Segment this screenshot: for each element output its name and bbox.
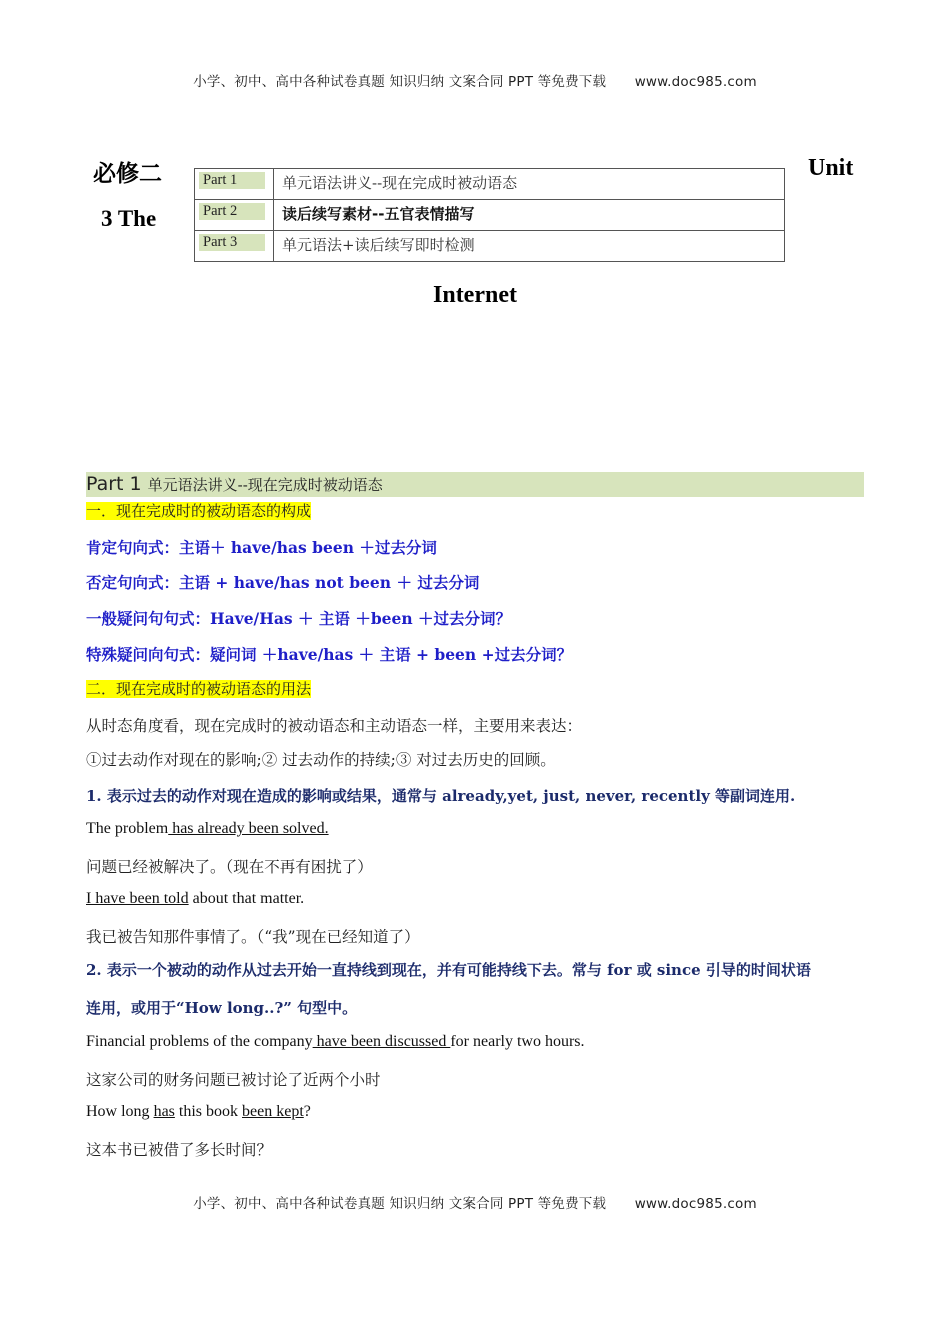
watermark-text: 小学、初中、高中各种试卷真题 知识归纳 文案合同 PPT 等免费下载 bbox=[193, 1196, 607, 1212]
underlined-verb: has bbox=[153, 1103, 175, 1120]
toc-part-label: Part 2 bbox=[199, 203, 265, 220]
usage-intro: 从时态角度看，现在完成时的被动语态和主动语态一样，主要用来表达： bbox=[86, 717, 583, 735]
part-banner bbox=[86, 472, 864, 497]
usage-rule-2-line2: 连用，或用于“How long..?” 句型中。 bbox=[86, 999, 358, 1017]
usage-rule-2-line1: 2. 表示一个被动的动作从过去开始一直持线到现在，并有可能持线下去。常与 for 或 since 引导的时间状语 bbox=[86, 961, 811, 979]
watermark-text: 小学、初中、高中各种试卷真题 知识归纳 文案合同 PPT 等免费下载 bbox=[193, 74, 607, 90]
example-1: The problem has already been solved. bbox=[86, 820, 329, 837]
toc-part-desc: 单元语法讲义--现在完成时被动语态 bbox=[282, 174, 518, 192]
example-3: Financial problems of the company have been discussed for nearly two hours. bbox=[86, 1033, 585, 1050]
structure-wh-question: 特殊疑问向句式：疑问词 ＋have/has ＋ 主语 + been +过去分词？ bbox=[86, 645, 573, 664]
toc-part-label: Part 3 bbox=[199, 234, 265, 251]
contents-table bbox=[194, 168, 785, 262]
watermark-site[interactable]: www.doc985.com bbox=[634, 74, 757, 90]
title-unit-label: Unit bbox=[808, 155, 854, 181]
title-internet: Internet bbox=[433, 282, 517, 308]
example-2-translation: 我已被告知那件事情了。（“我”现在已经知道了） bbox=[86, 928, 420, 946]
watermark-site[interactable]: www.doc985.com bbox=[634, 1196, 757, 1212]
banner-title: 单元语法讲义--现在完成时被动语态 bbox=[147, 476, 383, 494]
structure-yes-no-question: 一般疑问句句式：Have/Has ＋ 主语 ＋been ＋过去分词？ bbox=[86, 609, 512, 628]
underlined-verb: has already been solved. bbox=[168, 820, 329, 837]
usage-points: ①过去动作对现在的影响;② 过去动作的持续;③ 对过去历史的回顾。 bbox=[86, 751, 556, 769]
example-2: I have been told about that matter. bbox=[86, 890, 305, 907]
example-3-translation: 这家公司的财务问题已被讨论了近两个小时 bbox=[86, 1071, 381, 1089]
underlined-verb: have been discussed bbox=[312, 1033, 451, 1050]
toc-row bbox=[195, 231, 785, 262]
toc-part-desc: 读后续写素材--五官表情描写 bbox=[282, 205, 475, 223]
toc-part-desc: 单元语法+读后续写即时检测 bbox=[282, 236, 475, 254]
underlined-verb: been kept bbox=[242, 1103, 304, 1120]
example-4: How long has this book been kept? bbox=[86, 1103, 311, 1120]
structure-negative: 否定句向式：主语 + have/has not been ＋ 过去分词 bbox=[86, 573, 480, 592]
example-4-translation: 这本书已被借了多长时间？ bbox=[86, 1141, 273, 1159]
part1-section bbox=[86, 472, 864, 1159]
toc-part-label: Part 1 bbox=[199, 172, 265, 189]
header-watermark bbox=[0, 70, 950, 90]
heading-usage: 二．现在完成时的被动语态的用法 bbox=[86, 680, 312, 698]
toc-row bbox=[195, 169, 785, 200]
toc-row bbox=[195, 200, 785, 231]
footer-watermark bbox=[0, 1192, 950, 1212]
example-1-translation: 问题已经被解决了。（现在不再有困扰了） bbox=[86, 858, 373, 876]
usage-rule-1: 1. 表示过去的动作对现在造成的影响或结果，通常与 already,yet, just, never, recently 等副词连用. bbox=[86, 787, 796, 805]
underlined-verb: I have been told bbox=[86, 890, 189, 907]
title-unit-number: 3 The bbox=[101, 206, 157, 231]
heading-structure: 一．现在完成时的被动语态的构成 bbox=[86, 502, 312, 520]
banner-part-number: Part 1 bbox=[86, 473, 142, 495]
title-volume: 必修二 bbox=[93, 160, 162, 187]
structure-affirmative: 肯定句向式：主语＋ have/has been ＋过去分词 bbox=[86, 538, 437, 557]
